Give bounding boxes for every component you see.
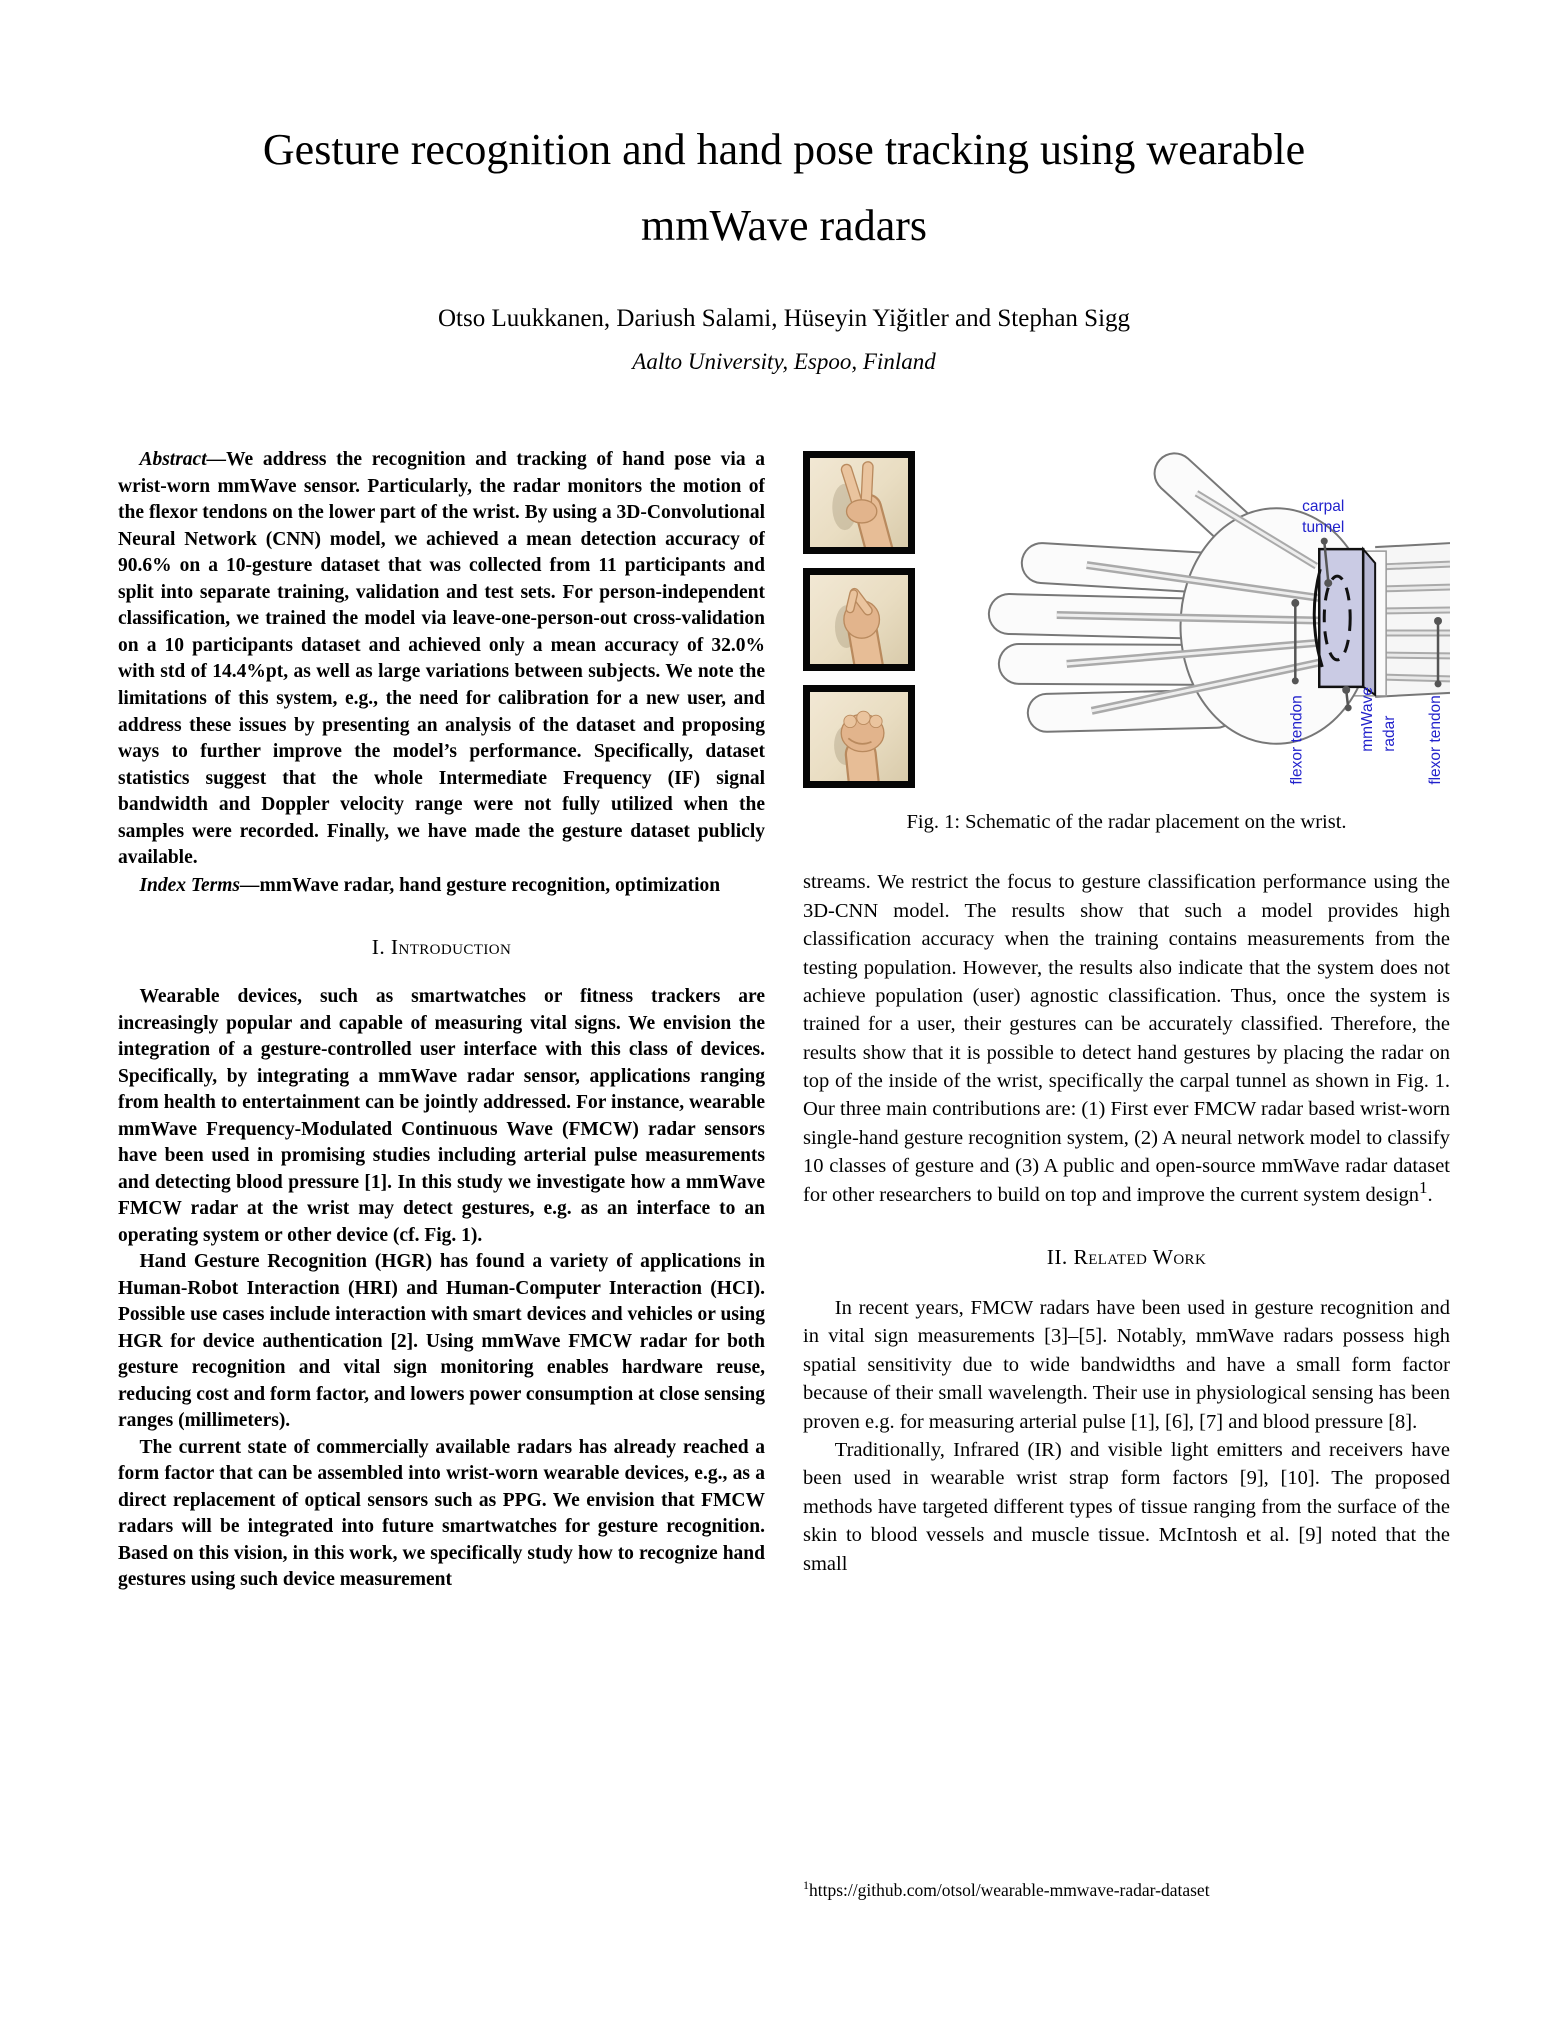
index-terms-lead: Index Terms— (139, 874, 260, 896)
title-block (0, 0, 1568, 375)
two-column-body (118, 447, 1450, 1907)
abstract-lead: Abstract— (139, 449, 227, 471)
footnote (803, 1880, 1450, 1907)
wrist-radar-schematic (927, 451, 1450, 787)
paper-title: Gesture recognition and hand pose tracking using wearable mmWave radars (262, 125, 1306, 250)
continuation-period: . (1427, 1183, 1433, 1206)
left-column (118, 447, 765, 1907)
right-column (803, 447, 1450, 1907)
abstract-text: We address the recognition and tracking of hand pose via a wrist-worn mmWave sensor. Particularly, the radar monitors the motion of the flexor tendons on the lower part of the wrist. By using a 3D-Convolutional Neural Network (CNN) model, we achieved a mean detection accuracy of 90.6% on a 10-gesture dataset that was collected from 11 participants and split into separate training, validation and test sets. For person-independent classification, we trained the model via leave-one-person-out cross-validation on a 10 participants dataset and achieved only a mean accuracy of 32.0% with std of 14.4%pt, as well as large variations between subjects. We note the limitations of this system, e.g., the need for calibration for a new user, and address these issues by presenting an analysis of the dataset and proposing ways to further improve the model’s performance. Specifically, dataset statistics suggest that the whole Intermediate Frequency (IF) signal bandwidth and Doppler velocity range were not fully utilized when the samples were recorded. Finally, we have made the gesture dataset publicly available. (118, 449, 765, 869)
gesture-photo-column (803, 451, 915, 787)
related-paragraph-1: In recent years, FMCW radars have been used in gesture recognition and in vital sign measurements [3]–[5]. Notably, mmWave radars possess high spatial sensitivity due to wide bandwidths and have a small form factor because of their small wavelength. Their use in physiological sensing has been proven e.g. for measuring arterial pulse [1], [6], [7] and blood pressure [8]. (803, 1297, 1450, 1433)
radar-band (1314, 549, 1375, 695)
continuation-paragraph (803, 868, 1450, 1209)
mmwave-radar-label-line1: mmWave (1359, 687, 1377, 753)
pinch-hand-illustration (810, 575, 908, 664)
mmwave-radar-label-line2: radar (1381, 715, 1399, 753)
footnote-link[interactable]: https://github.com/otsol/wearable-mmwave-radar-dataset (809, 1880, 1210, 1901)
footnote-reference-mark: 1 (1418, 1177, 1428, 1197)
victory-hand-illustration (810, 458, 908, 547)
section-heading-related-work: II. Related Work (1046, 1245, 1207, 1270)
figure-caption: Fig. 1: Schematic of the radar placement on the wrist. (906, 811, 1347, 834)
flexor-tendon-left-label: flexor tendon (1288, 695, 1306, 786)
related-paragraph-2: Traditionally, Infrared (IR) and visible light emitters and receivers have been used in wearable wrist strap form factors [9], [10]. The proposed methods have targeted different types of tissue ranging from the surface of the skin to blood vessels and muscle tissue. McIntosh et al. [9] noted that the small (803, 1438, 1450, 1575)
victory-gesture-photo (803, 451, 915, 554)
intro-paragraph-1: Wearable devices, such as smartwatches or fitness trackers are increasingly popular and capable of measuring vital signs. We envision the integration of a gesture-controlled user interface with this class of devices. Specifically, by integrating a mmWave radar sensor, applications ranging from health to entertainment can be jointly addressed. For instance, wearable mmWave Frequency-Modulated Continuous Wave (FMCW) radar sensors have been used in promising studies including arterial pulse measurements and detecting blood pressure [1]. In this study we investigate how a mmWave FMCW radar at the wrist may detect gestures, e.g. as an interface to an operating system or other device (cf. Fig. 1). (118, 986, 765, 1246)
flexor-tendon-right-label: flexor tendon (1427, 695, 1445, 786)
index-terms-text: mmWave radar, hand gesture recognition, optimization (259, 874, 721, 896)
pinch-gesture-photo (803, 568, 915, 671)
figure-1 (803, 451, 1450, 787)
continuation-text: streams. We restrict the focus to gesture classification performance using the 3D-CNN model. The results show that such a model provides high classification accuracy when the training contains measurements from the testing population. However, the results also indicate that the system does not achieve population (user) agnostic classification. Thus, once the system is trained for a user, their gestures can be accurately classified. Therefore, the results show that it is possible to detect hand gestures by placing the radar on top of the inside of the wrist, specifically the carpal tunnel as shown in Fig. 1. Our three main contributions are: (1) First ever FMCW radar based wrist-worn single-hand gesture recognition system, (2) A neural network model to classify 10 classes of gesture and (3) A public and open-source mmWave radar dataset for other researchers to build on top and improve the current system design (803, 871, 1450, 1206)
fist-gesture-photo (803, 685, 915, 788)
footnote-mark: 1 (803, 1878, 809, 1893)
section-heading-introduction: I. Introduction (371, 935, 512, 960)
abstract-paragraph (118, 447, 765, 871)
intro-paragraph-2: Hand Gesture Recognition (HGR) has found a variety of applications in Human-Robot Interaction (HRI) and Human-Computer Interaction (HCI). Possible use cases include interaction with smart devices and vehicles or using HGR for device authentication [2]. Using mmWave FMCW radar for both gesture recognition and vital sign monitoring enables hardware reuse, reducing cost and form factor, and lowers power consumption at close sensing ranges (millimeters). (118, 1251, 765, 1432)
fist-hand-illustration (810, 692, 908, 781)
carpal-tunnel-label-line1: carpal (1302, 498, 1345, 516)
carpal-tunnel-label-line2: tunnel (1302, 519, 1345, 537)
intro-paragraph-3: The current state of commercially available radars has already reached a form factor that can be assembled into wrist-worn wearable devices, e.g., as a direct replacement of optical sensors such as PPG. We envision that FMCW radars will be integrated into future smartwatches for gesture recognition. Based on this vision, in this work, we specifically study how to recognize hand gestures using such device measurement (118, 1436, 765, 1591)
authors-line: Otso Luukkanen, Dariush Salami, Hüseyin Yiğitler and Stephan Sigg (437, 305, 1131, 333)
affiliation-line: Aalto University, Espoo, Finland (632, 349, 936, 375)
index-terms-paragraph (118, 873, 765, 900)
